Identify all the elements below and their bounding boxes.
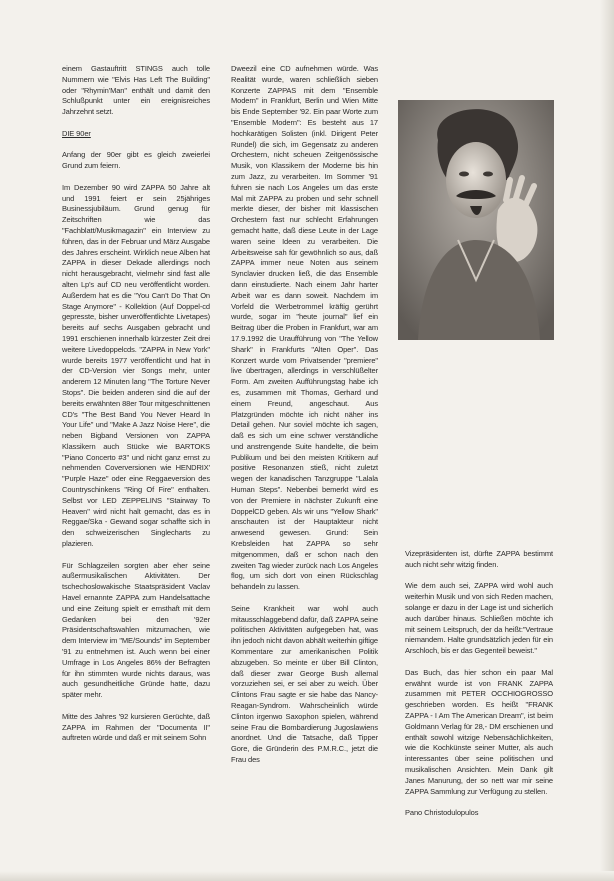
paragraph: Das Buch, das hier schon ein paar Mal erwähnt wurde ist von FRANK ZAPPA zusammen mit PETER OCCHIOGROSSO geschrieben worden. Es heißt "FRANK ZAPPA - I Am The American Dream", ist beim Goldmann Verlag für 28,- DM erschienen und enthält sowohl witzige Nebensächlichkeiten, wie die Kochkünste seiner Mutter, als auch interessantes über seine politischen und musikalischen Ansichten. Mein Dank gilt Janes Manurung, der so nett war mir seine ZAPPA Sammlung zur Verfügung zu stellen. xyxy=(405,667,553,796)
paragraph: Für Schlagzeilen sorgten aber eher seine außermusikalischen Aktivitäten. Der tschechoslowakische Staatspräsident Vaclav Havel ernannte ZAPPA zum Handelsattache und eine Zeitung spielt er ernsthaft mit dem Gedanken bei den '92er Präsidentschaftswahlen mitzumachen, wie dem Interview im "ME/Sounds" im September '91 zu entnehmen ist. Auch wenn bei einer Umfrage in Los Angeles 86% der Befragten für ihn stimmten wurde nichts daraus, was auch gesundheitliche Gründe hatte, dazu später mehr. xyxy=(62,560,210,700)
paragraph: Dweezil eine CD aufnehmen würde. Was Realität wurde, waren schließlich sieben Konzerte ZAPPAS mit dem "Ensemble Modern" in Frankfurt, Berlin und Wien Mitte bis Ende September '92. Ein paar Worte zum "Ensemble Modern": Es besteht aus 17 hochkarätigen Solisten (inkl. Dirigent Peter Rundel) die sich, im Gegensatz zu anderen Orchestern, nicht scheuen Zeitgenössische Musik, von Klassikern der Moderne bis hin zum Jazz, zu verarbeiten. Im Sommer '91 fuhren sie nach Los Angeles um das erste Mal mit ZAPPA zu proben und sehr schnell merkte dieser, der bisher mit klassischen Orchestern fast nur schlecht Erfahrungen gemacht hatte, daß diese Leute in der Lage waren seine Ideen zu verarbeiten. Die Arbeitsweise sah für gewöhnlich so aus, daß ZAPPA immer neue Noten aus seinem Synclavier drucken ließ, die das Ensemble dann einstudierte. Nach einem Jahr harter Arbeit war es dann soweit. Nachdem im Vorfeld die Werbetrommel kräftig gerührt wurde, sogar im "heute journal" lief ein Beitrag über die Proben in Frankfurt, war am 17.9.1992 die Uraufführung von "The Yellow Shark" in Frankfurts "Alten Oper". Das Konzert wurde vom Privatsender "premiere" live übertragen, allerdings in verschlüßelter Form. Am zweiten Aufführungstag habe ich es, zusammen mit Thomas, Gerhard und einem Freund, angeschaut. Aus Platzgründen möchte ich nicht näher ins Detail gehen. Nur soviel möchte ich sagen, daß es sich um eine schwer verständliche und anstrengende Suite handelte, die beim Publikum und bei den meisten Kritikern auf positive Resonanzen stieß, nicht zuletzt wegen der kanadischen Tanzgruppe "Lalala Human Steps". Nebenbei bemerkt wird es von der Premiere in nächster Zukunft eine DoppelCD geben. Als wir uns "Yellow Shark" anschauten ist der Hauptakteur nicht anwesend gewesen. Grund: Sein Krebsleiden hat ZAPPA so sehr mitgenommen, daß er schon nach den zweiten Tag wieder zurück nach Los Angeles flog, um sich dort von einen Rückschlag behandeln zu lassen. xyxy=(231,64,378,592)
paragraph: Vizepräsidenten ist, dürfte ZAPPA bestimmt auch nicht sehr witzig finden. xyxy=(405,549,553,569)
page-edge-shadow xyxy=(600,0,614,881)
column-3-text xyxy=(405,549,553,830)
paragraph: einem Gastauftritt STINGS auch tolle Nummern wie "Elvis Has Left The Building" oder "Rhymin'Man" enthält und damit den Schlußpunkt unter ein ereignisreiches Jahrzehnt setzt. xyxy=(62,64,210,117)
text-column-2 xyxy=(231,64,378,777)
text-column-1 xyxy=(62,64,210,755)
author-signature: Pano Christodulopulos xyxy=(405,808,479,818)
paragraph: Im Dezember 90 wird ZAPPA 50 Jahre alt und 1991 feiert er sein 25jähriges Businessjubiläum. Grund genug für Zeitschriften wie das "Fachblatt/Musikmagazin" ein Interview zu führen, das in der Februar und März Ausgabe des Jahres erscheint. Wirklich neue Alben hat ZAPPA in dieser Dekade allerdings noch nicht herausgebracht, vielmehr sind fast alle alten Lp's auf CD neu veröffentlicht worden. Außerdem hat es die "You Can't Do That On Stage Anymore" - Kollektion (Auf Doppel-cd gepresste, bisher unveröffentlichte Livetapes) bereits auf sechs Ausgaben gebracht und 1991 erschienen innerhalb kürzester Zeit drei weitere Livedoppelcds. "ZAPPA in New York" wurde bereits 1977 veröffentlicht und hat in der CD-Version vier Songs mehr, unter anderem 12 Minuten lang "The Torture Never Stops". Die beiden anderen sind die auf der bereits erwähnten 88er Tour mitgeschnittenen CD's "The Best Band You Never Heard In Your Life" und "Make A Jazz Noise Here", die neben Bigband Versionen von ZAPPA Klassikern auch Stücke wie BARTOKS "Piano Concerto #3" und nicht ganz ernst zu nehmenden Coverversionen wie HENDRIX' "Purple Haze" oder eine Reggaeversion des Countryschinkens "Ring Of Fire" enthalten. Selbst vor LED ZEPPELINS "Stairway To Heaven" wird nicht halt gemacht, das es in Reggae/Ska - Gewand sogar schaffte sich in den schweizerischen Singlecharts zu plazieren. xyxy=(62,182,210,549)
section-heading: DIE 90er xyxy=(62,128,91,138)
page-bottom-shadow xyxy=(0,871,614,881)
paragraph: Wie dem auch sei, ZAPPA wird wohl auch weiterhin Musik und von sich Reden machen, solange er dazu in der Lage ist und sicherlich auch darüber hinaus. Schließen möchte ich mit seinem Leitspruch, der da heißt:"Vertraue niemandem. Halte grundsätzlich jeden für ein Arschloch, bis er das Gegenteil beweist." xyxy=(405,581,553,656)
paragraph: Seine Krankheit war wohl auch mitausschlaggebend dafür, daß ZAPPA seine politischen Aktivitäten aufgegeben hat, was ihn jedoch nicht davon abhält weiterhin giftige Kommentare zur amerikanischen Politik abzugeben. So meinte er über Bill Clinton, daß dieser zwar George Bush allemal vorzuziehen sei, er sei aber zu weich. Über Clintons Frau sagte er sie habe das Nancy-Reagan-Syndrom. Wahrscheinlich würde Clinton irgenwo Saxophon spielen, während seine Frau die Bombardierung Jugoslawiens anordnet. Und die Tatsache, daß Tipper Gore, die Gründerin des P.M.R.C., jetzt die Frau des xyxy=(231,603,378,764)
paragraph: Anfang der 90er gibt es gleich zweierlei Grund zum feiern. xyxy=(62,150,210,171)
paragraph: Mitte des Jahres '92 kursieren Gerüchte, daß ZAPPA im Rahmen der "Documenta II" auftreten würde und daß er mit seinem Sohn xyxy=(62,711,210,743)
portrait-photo-icon xyxy=(398,100,554,340)
